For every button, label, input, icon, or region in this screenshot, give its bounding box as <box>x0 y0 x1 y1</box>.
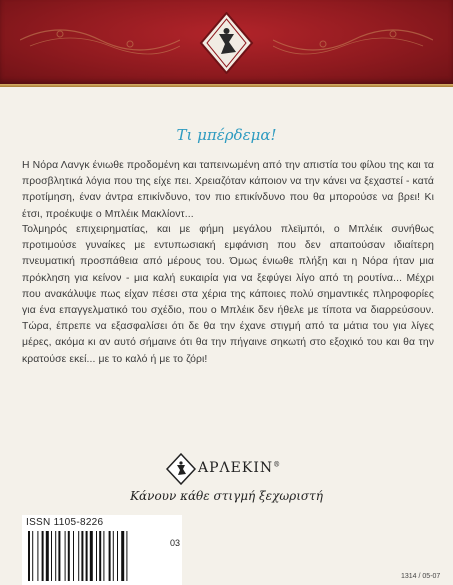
barcode-addon: 03 <box>170 538 181 548</box>
issn-label: ISSN 1105-8226 <box>26 517 104 528</box>
harlequin-small-logo-icon <box>166 453 196 485</box>
barcode-icon <box>26 531 162 583</box>
harlequin-diamond-logo-icon <box>199 12 254 74</box>
ornament-right-icon <box>273 20 433 60</box>
catalog-code: 1314 / 05-07 <box>401 573 441 580</box>
brand-name: ΑΡΛΕΚΙΝ® <box>198 460 282 476</box>
ornament-left-icon <box>20 20 180 60</box>
gold-divider <box>0 84 453 87</box>
top-red-band <box>0 0 453 84</box>
blurb-paragraph-1: Η Νόρα Λανγκ ένιωθε προδομένη και ταπεινωμένη από την απιστία του φίλου της και τα προσβλητικά λόγια που της είχε πει. Χρειαζόταν κάποιον να την κάνει να ξεχαστεί - κατά προτίμηση, έναν άντρα επικίνδυνο, τον πιο επικίνδυνο που θα μπορούσε να βρει! Κι έτσι, προέκυψε ο Μπλέικ Μακλίοντ... <box>22 160 434 220</box>
headline: Τι μπέρδεμα! <box>176 126 277 144</box>
blurb-paragraph-2: Τολμηρός επιχειρηματίας, και με φήμη μεγάλου πλεϊμπόι, ο Μπλέικ συνήθως προτιμούσε γυναίκες με εντυπωσιακή εμφάνιση που δεν απαιτούσαν ιδιαίτερη πνευματική προσπάθεια από μέρους του. Όμως ένιωθε πλήξη και η Νόρα ήταν μια πρόκληση για κείνον - μια καλή ευκαιρία για να ξεφύγει λίγο από τη ρουτίνα... Μέχρι που ανακάλυψε πως είχαν πέσει στα χέρια της κάποιες πολύ σημαντικές πληροφορίες για ένα επαγγελματικό του σχέδιο, που ο Μπλέικ δεν ήθελε με τίποτα να διαρρεύσουν. Τώρα, έπρεπε να εξασφαλίσει ότι δε θα την έχανε στιγμή από τα μάτια του για λίγες μέρες, ακόμα κι αν αυτό σήμαινε ότι θα την πήγαινε σηκωτή στο εξοχικό του και θα την κρατούσε εκεί... με το καλό ή με το ζόρι! <box>22 224 434 365</box>
brand-tagline: Κάνουν κάθε στιγμή ξεχωριστή <box>130 489 323 503</box>
